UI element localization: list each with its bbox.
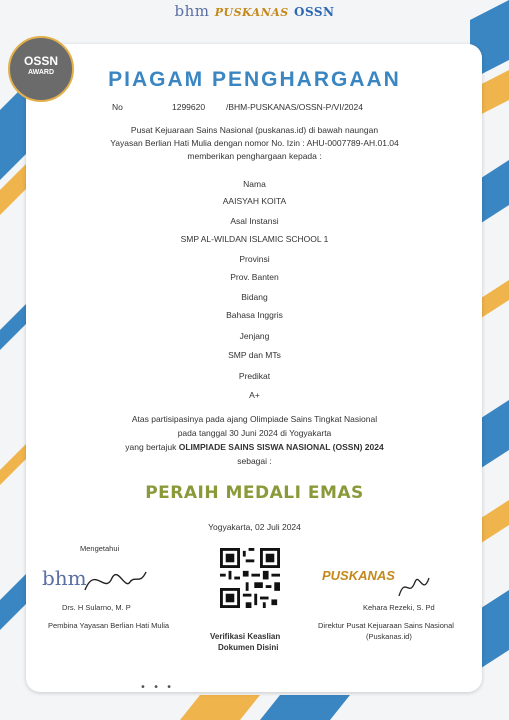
badge-line3: AWARD (27, 69, 55, 76)
closing-line-3-prefix: yang bertajuk (125, 442, 179, 452)
certificate-title: PIAGAM PENGHARGAAN (108, 68, 401, 91)
top-brand-logos (0, 2, 509, 20)
nomor-number: 1299620 (172, 102, 206, 112)
field-value-provinsi: Prov. Banten (230, 272, 279, 282)
event-name: OLIMPIADE SAINS SISWA NASIONAL (OSSN) 2024 (178, 442, 384, 452)
mengetahui-label: Mengetahui (80, 544, 120, 553)
right-signer-role-1: Direktur Pusat Kejuaraan Sains Nasional (318, 621, 454, 630)
award-title: PERAIH MEDALI EMAS (145, 483, 364, 503)
field-value-nama: AAISYAH KOITA (222, 196, 287, 206)
badge-line1: OSSN (23, 54, 58, 68)
brand-ossn: OSSN (294, 5, 335, 19)
field-label-nama: Nama (243, 179, 266, 189)
closing-line-3 (0, 442, 509, 452)
field-value-instansi: SMP AL-WILDAN ISLAMIC SCHOOL 1 (180, 234, 329, 244)
field-label-predikat: Predikat (238, 371, 271, 381)
nomor-label: No (112, 102, 123, 112)
field-label-instansi: Asal Instansi (230, 216, 279, 226)
verify-line-1: Verifikasi Keaslian (210, 632, 281, 641)
left-signer-role: Pembina Yayasan Berlian Hati Mulia (48, 621, 170, 630)
decorative-dots: • • • (140, 682, 175, 693)
qr-code-icon[interactable] (220, 548, 280, 608)
signature-icon (80, 560, 150, 600)
field-label-provinsi: Provinsi (239, 254, 270, 264)
place-date: Yogyakarta, 02 Juli 2024 (208, 522, 301, 532)
field-label-jenjang: Jenjang (239, 331, 270, 341)
field-value-jenjang: SMP dan MTs (228, 350, 281, 360)
closing-line-2: pada tanggal 30 Juni 2024 di Yogyakarta (177, 428, 332, 438)
intro-line-3: memberikan penghargaan kepada : (187, 151, 322, 161)
right-signer-name: Kehara Rezeki, S. Pd (363, 603, 435, 612)
intro-line-1: Pusat Kejuaraan Sains Nasional (puskanas.id) di bawah naungan (130, 125, 379, 135)
verify-line-2: Dokumen Disini (218, 643, 279, 652)
brand-bhm: bhm (174, 2, 210, 20)
brand-puskanas: PUSKANAS (214, 6, 289, 19)
left-signer-name: Drs. H Sularno, M. P (62, 603, 131, 612)
bhm-logo: bhm (42, 566, 87, 590)
closing-line-4: sebagai : (237, 456, 272, 466)
field-value-predikat: A+ (249, 390, 260, 400)
signature-icon-right (395, 568, 435, 603)
field-label-bidang: Bidang (241, 292, 268, 302)
puskanas-logo: PUSKANAS (322, 568, 395, 583)
right-signer-role-2: (Puskanas.id) (366, 632, 412, 641)
nomor-suffix: /BHM-PUSKANAS/OSSN-P/VI/2024 (226, 102, 363, 112)
intro-line-2: Yayasan Berlian Hati Mulia dengan nomor No. Izin : AHU-0007789-AH.01.04 (110, 138, 399, 148)
closing-line-1: Atas partisipasinya pada ajang Olimpiade Sains Tingkat Nasional (131, 414, 378, 424)
field-value-bidang: Bahasa Inggris (226, 310, 283, 320)
